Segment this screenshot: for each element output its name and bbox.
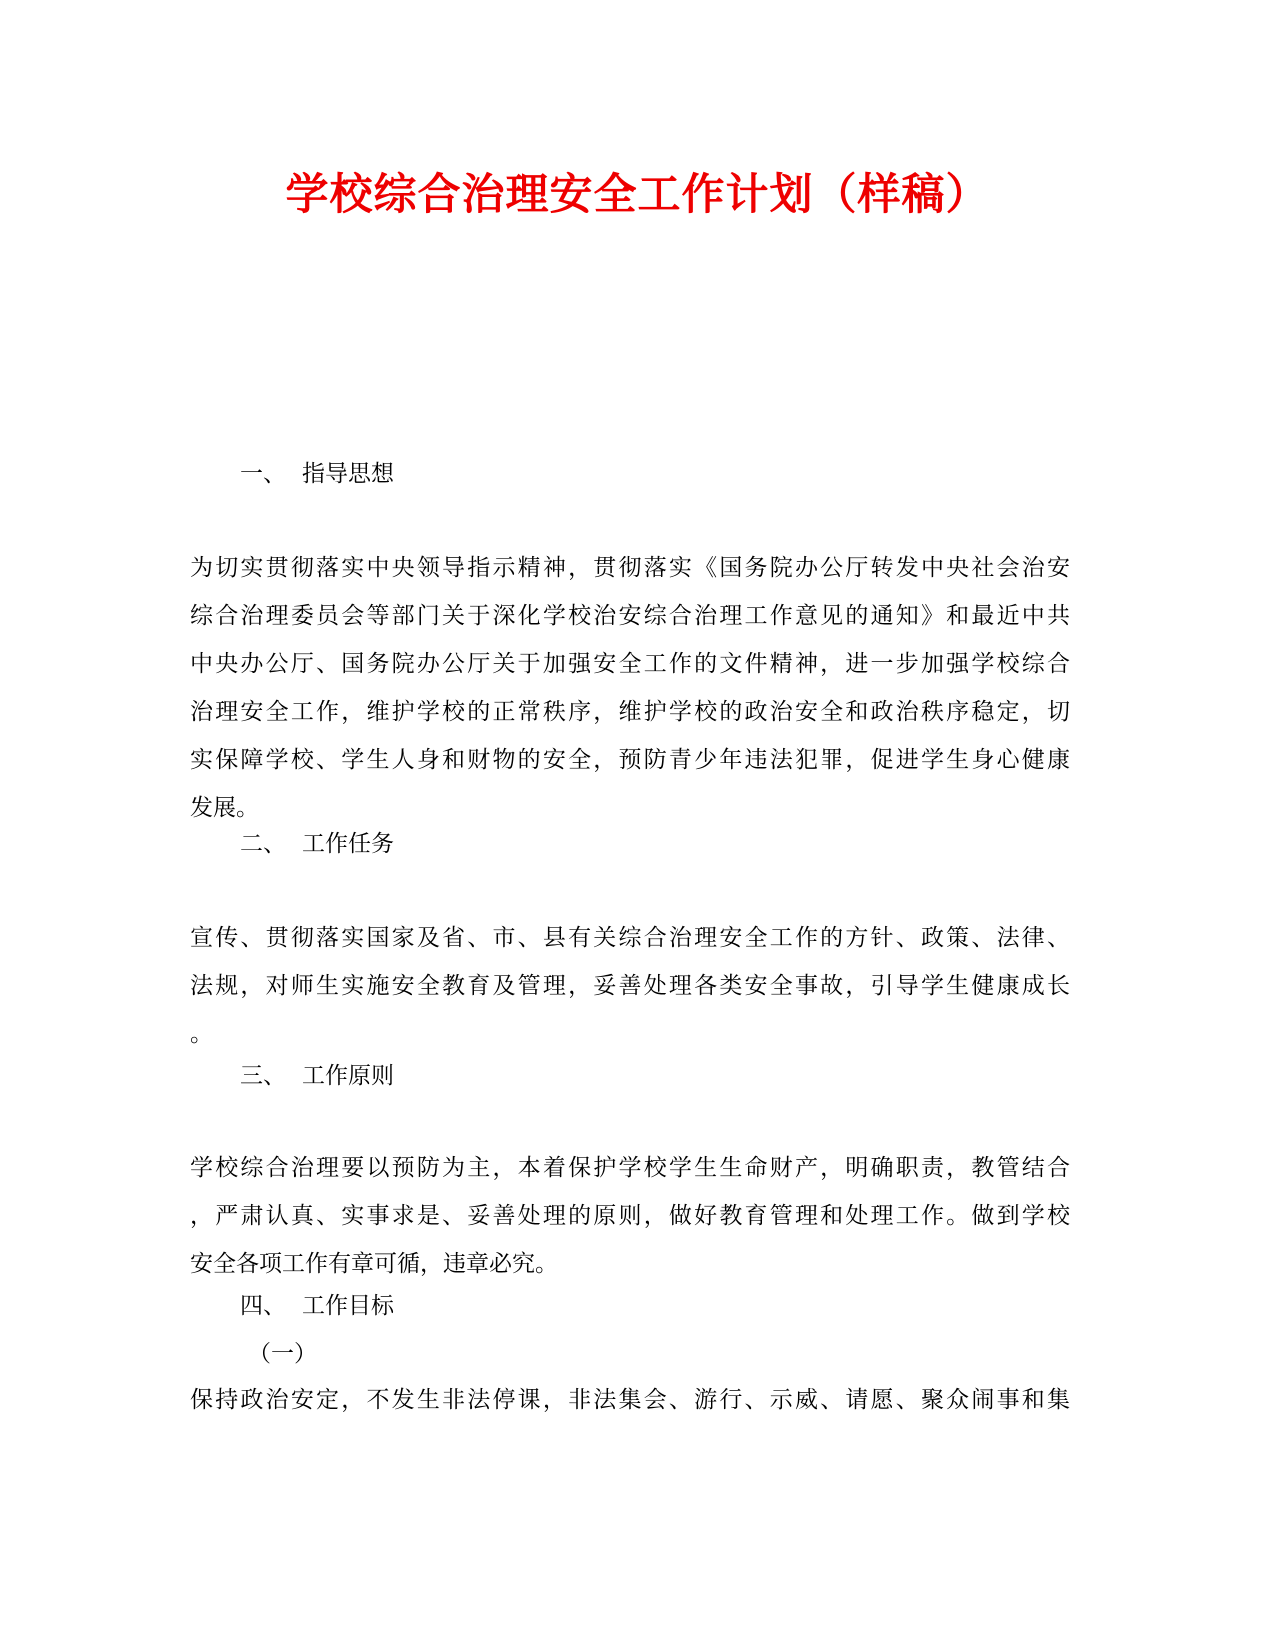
paragraph-line: 保持政治安定，不发生非法停课，非法集会、游行、示威、请愿、聚众闹事和集 [190, 1387, 1070, 1413]
paragraph-line: 中央办公厅、国务院办公厅关于加强安全工作的文件精神，进一步加强学校综合 [190, 651, 1070, 677]
section-paragraph-3 [190, 1144, 1070, 1288]
paragraph-line: 治理安全工作，维护学校的正常秩序，维护学校的政治安全和政治秩序稳定，切 [190, 699, 1070, 725]
section-paragraph-2 [190, 914, 1070, 1058]
paragraph-line: 为切实贯彻落实中央领导指示精神，贯彻落实《国务院办公厅转发中央社会治安 [190, 555, 1070, 581]
section-number: 二、 [240, 831, 286, 857]
section-number: 一、 [240, 461, 286, 487]
section-title: 工作原则 [302, 1063, 394, 1089]
paragraph-line: 实保障学校、学生人身和财物的安全，预防青少年违法犯罪，促进学生身心健康 [190, 747, 1070, 773]
paragraph-line: 。 [190, 1021, 213, 1047]
section-heading-3 [240, 1060, 394, 1092]
document-title: 学校综合治理安全工作计划（样稿） [285, 170, 990, 220]
paragraph-line: 学校综合治理要以预防为主，本着保护学校学生生命财产，明确职责，教管结合 [190, 1155, 1070, 1181]
section-heading-1 [240, 458, 394, 490]
paragraph-line: ，严肃认真、实事求是、妥善处理的原则，做好教育管理和处理工作。做到学校 [190, 1203, 1070, 1229]
section-number: 三、 [240, 1063, 286, 1089]
section-title: 工作任务 [302, 831, 394, 857]
subsection-marker: （一） [248, 1341, 317, 1367]
paragraph-line: 法规，对师生实施安全教育及管理，妥善处理各类安全事故，引导学生健康成长 [190, 973, 1070, 999]
section-paragraph-1 [190, 544, 1070, 832]
paragraph-line: 综合治理委员会等部门关于深化学校治安综合治理工作意见的通知》和最近中共 [190, 603, 1070, 629]
paragraph-line: 安全各项工作有章可循，违章必究。 [190, 1251, 558, 1277]
paragraph-line: 发展。 [190, 795, 259, 821]
paragraph-line: 宣传、贯彻落实国家及省、市、县有关综合治理安全工作的方针、政策、法律、 [190, 925, 1070, 951]
section-title: 工作目标 [302, 1293, 394, 1319]
section-heading-4 [240, 1290, 394, 1322]
section-paragraph-4 [190, 1376, 1070, 1424]
section-title: 指导思想 [302, 461, 394, 487]
section-heading-2 [240, 828, 394, 860]
section-number: 四、 [240, 1293, 286, 1319]
